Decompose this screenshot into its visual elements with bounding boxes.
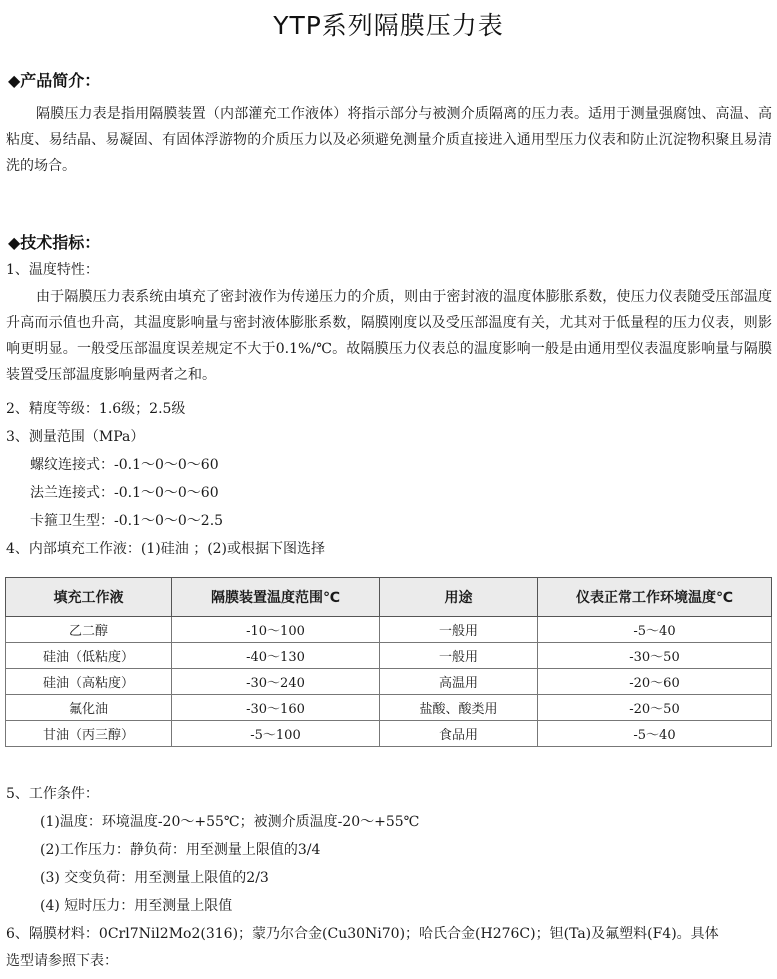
spec-item-4: 4、内部填充工作液：(1)硅油 ；(2)或根据下图选择: [6, 541, 326, 557]
table-header-cell: 用途: [380, 578, 538, 617]
spec-item-1-title: 1、温度特性：: [6, 262, 99, 278]
conditions-title: 5、工作条件：: [6, 786, 99, 802]
fill-liquid-table: [5, 577, 772, 747]
table-cell: 一般用: [380, 617, 538, 643]
table-cell: -20～50: [538, 695, 772, 721]
table-cell: -5～40: [538, 617, 772, 643]
table-cell: -30～240: [172, 669, 380, 695]
spec-item-2: 2、精度等级：1.6级；2.5级: [6, 401, 186, 417]
table-header-cell: 仪表正常工作环境温度℃: [538, 578, 772, 617]
table-row: [6, 721, 772, 747]
table-cell: 盐酸、酸类用: [380, 695, 538, 721]
table-cell: 食品用: [380, 721, 538, 747]
table-row: [6, 695, 772, 721]
materials-line-1: 6、隔膜材料：0Crl7Nil2Mo2(316)；蒙乃尔合金(Cu30Ni70)；哈氏合金(H276C)；钽(Ta)及氟塑料(F4)。具体: [6, 926, 719, 942]
specs-heading: ◆技术指标：: [8, 233, 101, 252]
table-cell: -5～40: [538, 721, 772, 747]
table-row: [6, 643, 772, 669]
materials-line-2: 选型请参照下表：: [6, 953, 118, 969]
intro-heading: ◆产品简介：: [8, 71, 101, 90]
table-cell: 一般用: [380, 643, 538, 669]
table-cell: -20～60: [538, 669, 772, 695]
condition-line-short: (4) 短时压力：用至测量上限值: [40, 898, 233, 914]
spec-item-1-paragraph: 由于隔膜压力表系统由填充了密封液作为传递压力的介质，则由于密封液的温度体膨胀系数，使压力仪表随受压部温度升高而示值也升高，其温度影响量与密封液体膨胀系数，隔膜刚度以及受压部温度有关，尤其对于低量程的压力仪表，则影响更明显。一般受压部温度误差规定不大于0.1%/℃。故隔膜压力仪表总的温度影响一般是由通用型仪表温度影响量与隔膜装置受压部温度影响量两者之和。: [6, 289, 772, 383]
range-line-thread: 螺纹连接式：-0.1～0～0～60: [30, 457, 219, 473]
table-cell: 乙二醇: [6, 617, 172, 643]
table-row: [6, 617, 772, 643]
range-line-flange: 法兰连接式：-0.1～0～0～60: [30, 485, 219, 501]
table-row: [6, 669, 772, 695]
table-cell: -30～50: [538, 643, 772, 669]
table-cell: 氟化油: [6, 695, 172, 721]
condition-line-temperature: (1)温度：环境温度-20～+55℃；被测介质温度-20～+55℃: [40, 814, 420, 830]
table-cell: 硅油（高粘度）: [6, 669, 172, 695]
table-cell: -5～100: [172, 721, 380, 747]
page-title: YTP系列隔膜压力表: [273, 11, 504, 40]
condition-line-alternating: (3) 交变负荷：用至测量上限值的2/3: [40, 870, 269, 886]
intro-paragraph: 隔膜压力表是指用隔膜装置（内部灌充工作液体）将指示部分与被测介质隔离的压力表。适用于测量强腐蚀、高温、高粘度、易结晶、易凝固、有固体浮游物的介质压力以及必须避免测量介质直接进入通用型压力仪表和防止沉淀物积聚且易清洗的场合。: [6, 106, 772, 174]
spec-item-3-title: 3、测量范围（MPa）: [6, 429, 145, 445]
table-cell: -10～100: [172, 617, 380, 643]
table-header-row: [6, 578, 772, 617]
table-cell: -30～160: [172, 695, 380, 721]
table-header-cell: 隔膜装置温度范围℃: [172, 578, 380, 617]
table-cell: 高温用: [380, 669, 538, 695]
condition-line-pressure: (2)工作压力：静负荷：用至测量上限值的3/4: [40, 842, 321, 858]
range-line-clamp: 卡箍卫生型：-0.1～0～0～2.5: [30, 513, 224, 529]
table-cell: 甘油（丙三醇）: [6, 721, 172, 747]
table-header-cell: 填充工作液: [6, 578, 172, 617]
table-cell: -40～130: [172, 643, 380, 669]
table-cell: 硅油（低粘度）: [6, 643, 172, 669]
